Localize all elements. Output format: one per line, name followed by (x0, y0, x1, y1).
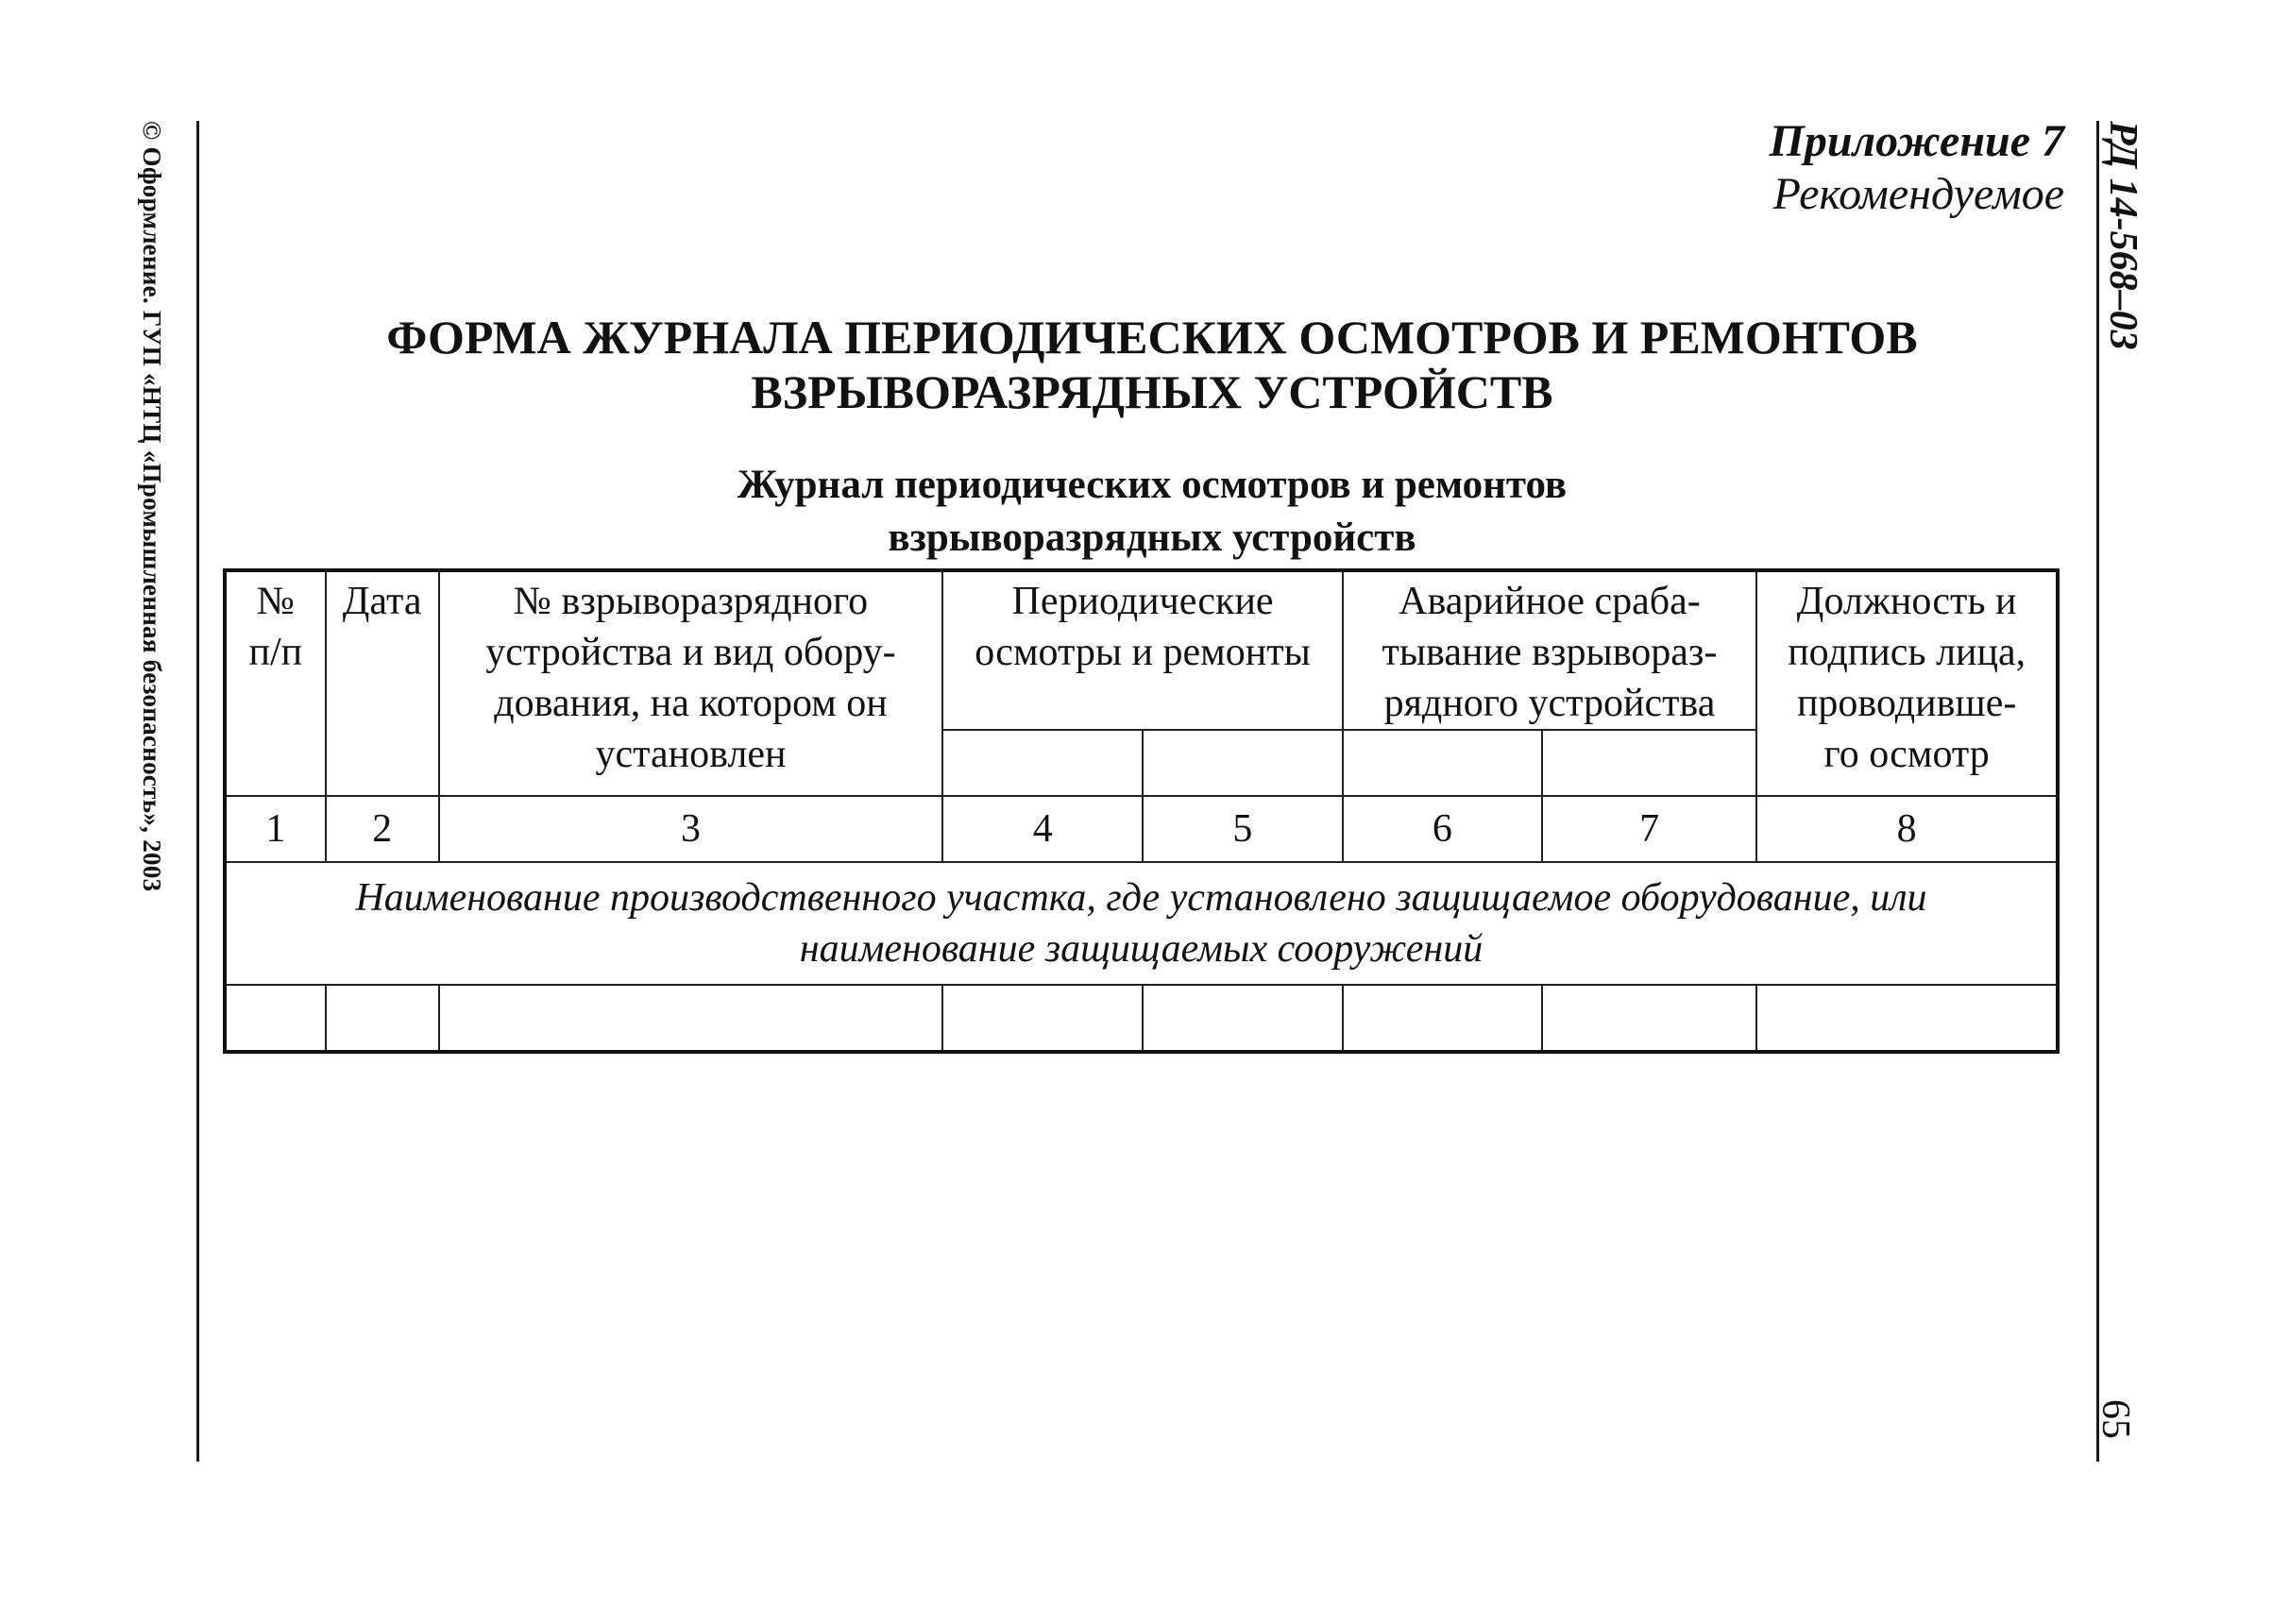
column-number-row (225, 796, 2058, 862)
page-number: 65 (2094, 1399, 2137, 1439)
table-cell (225, 985, 326, 1052)
header-line: Периодические (1011, 580, 1274, 623)
column-number: 2 (326, 796, 439, 862)
page-title (227, 310, 2077, 419)
column-number: 1 (225, 796, 326, 862)
header-line: подпись лица, (1788, 631, 2026, 674)
header-line: № (256, 580, 295, 623)
appendix-label-line (1770, 115, 2065, 168)
column-number: 6 (1343, 796, 1542, 862)
table-row (225, 985, 2058, 1052)
header-line: рядного устройства (1383, 682, 1716, 725)
subheader-cell (1143, 730, 1343, 796)
subheader-cell (1343, 730, 1542, 796)
document-code: РД 14-568–03 (2101, 121, 2145, 350)
appendix-status: Рекомендуемое (1772, 169, 2064, 219)
table-cell (1143, 985, 1343, 1052)
column-number: 4 (942, 796, 1143, 862)
left-margin-rule (196, 121, 199, 1462)
journal-table (223, 568, 2060, 1054)
subheader-cell (1542, 730, 1756, 796)
table-cell (942, 985, 1143, 1052)
table-cell (439, 985, 943, 1052)
header-signature (1756, 570, 2058, 796)
section-line-2: наименование защищаемых сооружений (799, 927, 1484, 971)
column-number: 7 (1542, 796, 1756, 862)
journal-title (227, 459, 2077, 565)
header-emergency (1343, 570, 1757, 730)
copyright-notice: © Оформление. ГУП «НТЦ «Промышленная безопасность», 2003 (138, 121, 166, 892)
appendix-label: Приложение (1769, 116, 2030, 166)
journal-title-line-2: взрыворазрядных устройств (888, 516, 1416, 560)
header-line: № взрыворазрядного (513, 580, 869, 623)
table-cell (1756, 985, 2058, 1052)
page-title-line-2: ВЗРЫВОРАЗРЯДНЫХ УСТРОЙСТВ (751, 365, 1553, 418)
section-name-cell (225, 862, 2058, 985)
table-cell (1542, 985, 1756, 1052)
journal-title-line-1: Журнал периодических осмотров и ремонтов (737, 463, 1568, 507)
table-header-row (225, 570, 2058, 730)
header-line: тывание взрывораз- (1382, 631, 1718, 674)
section-row (225, 862, 2058, 985)
header-line: проводивше- (1796, 682, 2017, 725)
appendix-number: 7 (2042, 116, 2064, 166)
header-periodic (942, 570, 1342, 730)
header-number (225, 570, 326, 796)
header-line: устройства и вид обору- (485, 631, 896, 674)
column-number: 8 (1756, 796, 2058, 862)
header-line: Аварийное сраба- (1399, 580, 1701, 623)
table-cell (1343, 985, 1542, 1052)
header-date (326, 570, 439, 796)
column-number: 3 (439, 796, 943, 862)
header-line: установлен (595, 733, 787, 776)
column-number: 5 (1143, 796, 1343, 862)
header-line: го осмотр (1823, 733, 1990, 776)
appendix-header (1770, 115, 2065, 221)
subheader-cell (942, 730, 1143, 796)
table-cell (326, 985, 439, 1052)
right-margin-rule (2096, 121, 2099, 1462)
header-device (439, 570, 943, 796)
header-line: осмотры и ремонты (975, 631, 1311, 674)
header-line: Дата (342, 580, 422, 623)
header-line: дования, на котором он (494, 682, 888, 725)
section-line-1: Наименование производственного участка, где установлено защищаемое оборудование, или (355, 876, 1927, 920)
header-line: Должность и (1796, 580, 2017, 623)
header-line: п/п (248, 631, 303, 674)
page-title-line-1: ФОРМА ЖУРНАЛА ПЕРИОДИЧЕСКИХ ОСМОТРОВ И РЕМОНТОВ (386, 311, 1918, 364)
